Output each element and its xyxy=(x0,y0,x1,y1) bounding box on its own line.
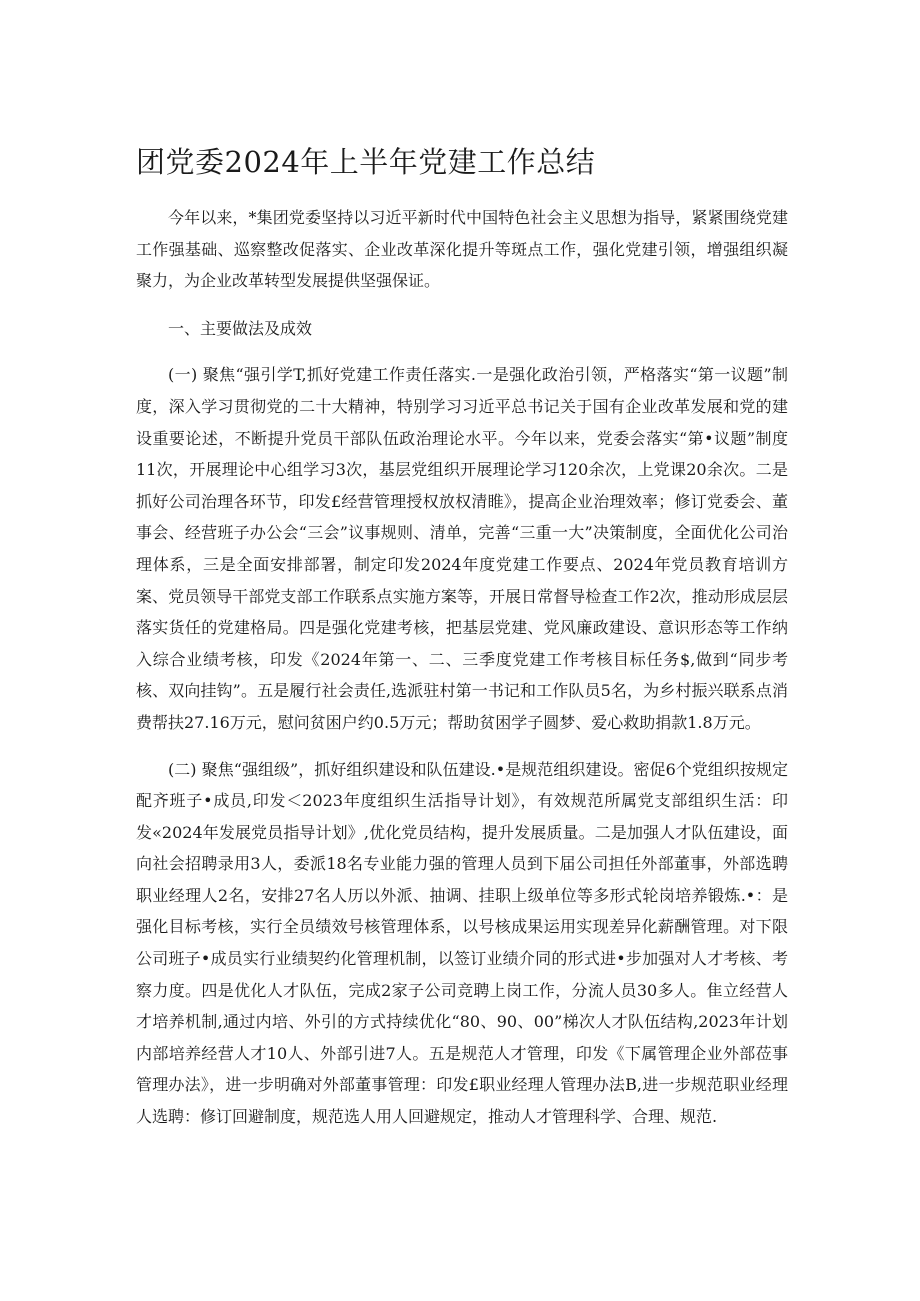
section-heading: 一、主要做法及成效 xyxy=(168,318,313,338)
body-paragraph-2: (二) 聚焦“强组级”，抓好组织建设和队伍建设.•是规范组织建设。密促6个党组织按规定配齐班子•成员,印发＜2023年度组织生活指导计划》，有效规范所属党支部组织生活：印发«2024年发展党员指导计划》,优化党员结构，提升发展质量。二是加强人才队伍建设，面向社会招聘录用3人，委派18名专业能力强的管理人员到下届公司担任外部董事，外部选聘职业经理人2名，安排27名人历以外派、抽调、挂职上级单位等多形式轮岗培养锻炼.•：是强化目标考核，实行全员绩效号核管理体系，以号核成果运用实现差异化薪酬管理。对下限公司班子•成员实行业绩契约化管理机制，以签订业绩介同的形式进•步加强对人才考核、考察力度。四是优化人才队伍，完成2家子公司竞聘上岗工作，分流人员30多人。隹立经营人才培养机制,通过内培、外引的方式持续优化“80、90、00”梯次人才队伍结构,2023年计划内部培养经营人才10人、外部引进7人。五是规范人才管理，印发《下属管理企业外部莅事管理办法》，进一步明确对外部董事管理：印发£职业经理人管理办法B,进一步规范职业经理人选聘：修订回避制度，规范选人用人回避规定，推动人才管理科学、合理、规范. xyxy=(136,759,788,1127)
body-paragraph-1: (一) 聚焦“强引学T,抓好党建工作责任落实.一是强化政治引领，严格落实“第一议题”制度，深入学习贯彻党的二十大精神，特别学习习近平总书记关于国有企业改革发展和党的建设重要论述，不断提升党员干部队伍政治理论水平。今年以来，党委会落实“第•议题”制度11次，开展理论中心组学习3次，基层党组织开展理论学习120余次，上党课20余次。二是抓好公司治理各环节，印发£经营管理授权放权清睢》，提高企业治理效率；修订党委会、董事会、经营班子办公会“三会”议事规则、清单，完善“三重一大”决策制度，全面优化公司治理体系，三是全面安排部署，制定印发2024年度党建工作要点、2024年党员教育培训方案、党员领导干部党支部工作联系点实施方案等，开展日常督导检查工作2次，推动形成层层落实货任的党建格局。四是强化党建考核，把基层党建、党风廉政建设、意识形态等工作纳入综合业绩考核，印发《2024年第一、二、三季度党建工作考核目标任务$,做到“同步考核、双向挂钩”。五是履行社会责任,选派驻村第一书记和工作队员5名，为乡村振兴联系点消费帮扶27.16万元，慰问贫困户约0.5万元；帮助贫困学子圆梦、爱心救助捐款1.8万元。 xyxy=(136,365,788,732)
intro-paragraph: 今年以来，*集团党委坚持以习近平新时代中国特色社会主义思想为指导，紧紧围绕党建工作强基础、巡察整改促落实、企业改革深化提升等斑点工作，强化党建引领，增强组织凝聚力，为企业改革转型发展提供坚强保证。 xyxy=(136,208,788,291)
document-title: 团党委2024年上半年党建工作总结 xyxy=(136,145,596,179)
